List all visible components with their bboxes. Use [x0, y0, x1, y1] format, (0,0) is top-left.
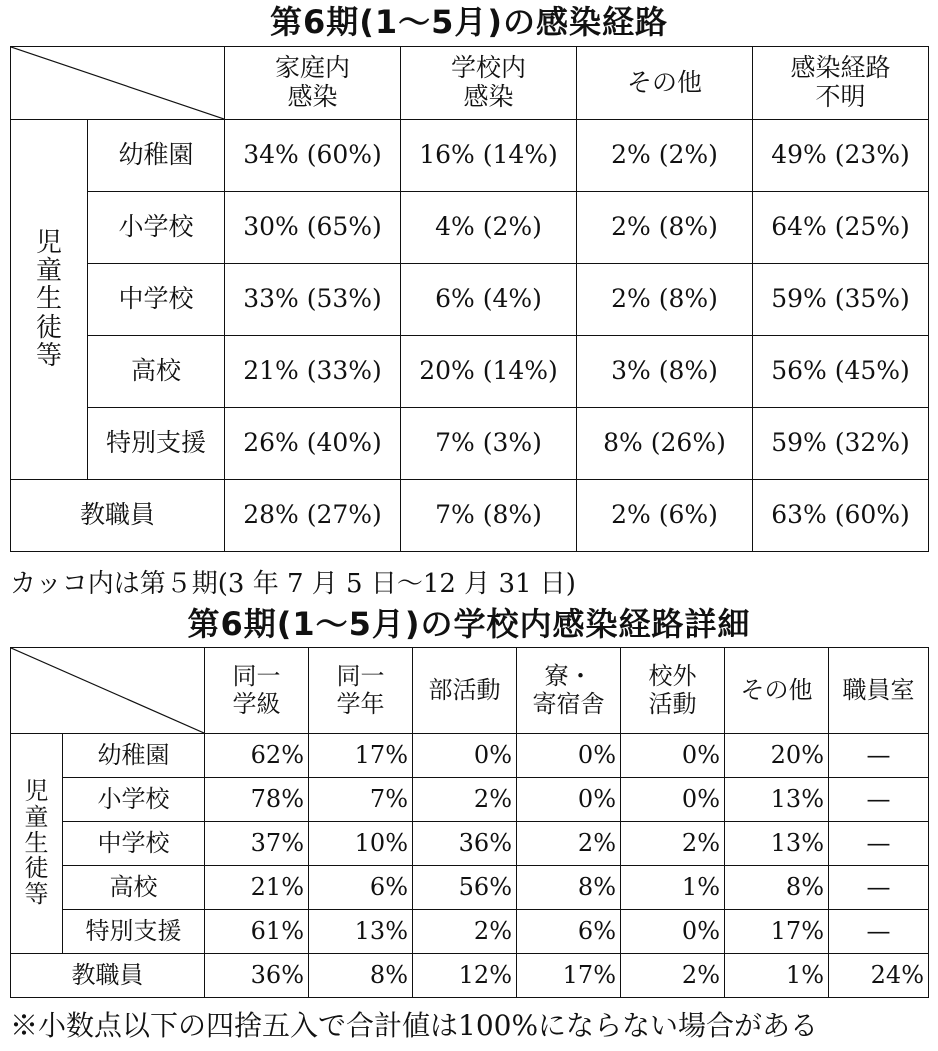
table-cell: — [829, 778, 929, 822]
table-cell: 78% [205, 778, 309, 822]
table-cell: — [829, 866, 929, 910]
table-cell: 2% [413, 778, 517, 822]
table-cell: 2% [517, 822, 621, 866]
table-cell: 13% [725, 778, 829, 822]
row-label: 小学校 [63, 778, 205, 822]
school-infection-detail-table [10, 647, 929, 998]
column-header [517, 648, 621, 734]
table-row [11, 264, 929, 336]
column-header-line: その他 [740, 675, 813, 704]
column-header [401, 47, 577, 120]
column-header-line: 活動 [648, 689, 697, 718]
group-label: 児 童 生 徒 等 [11, 734, 63, 954]
column-header [309, 648, 413, 734]
table-cell: 28% (27%) [225, 480, 401, 552]
table-cell: 2% (8%) [577, 264, 753, 336]
column-header [205, 648, 309, 734]
table-cell: 0% [517, 778, 621, 822]
table-cell: 24% [829, 954, 929, 998]
table-cell: 7% [309, 778, 413, 822]
table-cell: 62% [205, 734, 309, 778]
column-header-line: 学校内 [450, 53, 526, 83]
column-header-line: その他 [626, 67, 702, 97]
table-cell: 2% [621, 822, 725, 866]
table-cell: 26% (40%) [225, 408, 401, 480]
table-row [11, 336, 929, 408]
column-header [829, 648, 929, 734]
column-header-line: 感染経路 [790, 53, 891, 83]
row-label: 特別支援 [63, 910, 205, 954]
table-row [11, 192, 929, 264]
table-cell: 63% (60%) [753, 480, 929, 552]
row-label: 教職員 [11, 954, 205, 998]
table-cell: 10% [309, 822, 413, 866]
column-header [225, 47, 401, 120]
column-header-line: 部活動 [428, 675, 501, 704]
table1-title: 第6期(1〜5月)の感染経路 [269, 3, 669, 41]
column-header-line: 感染 [287, 82, 338, 111]
column-header-line: 職員室 [842, 675, 915, 704]
table-cell: 56% (45%) [753, 336, 929, 408]
table-cell: 6% [517, 910, 621, 954]
table-cell: 2% [621, 954, 725, 998]
row-label: 幼稚園 [63, 734, 205, 778]
table-cell: 17% [725, 910, 829, 954]
table-cell: 1% [621, 866, 725, 910]
diagonal-header-cell [11, 47, 225, 120]
table-cell: 17% [309, 734, 413, 778]
table-cell: 30% (65%) [225, 192, 401, 264]
table-cell: 33% (53%) [225, 264, 401, 336]
group-label: 児 童 生 徒 等 [11, 120, 88, 480]
column-header [753, 47, 929, 120]
table-cell: 13% [309, 910, 413, 954]
row-label: 高校 [63, 866, 205, 910]
row-label: 中学校 [88, 264, 225, 336]
row-label: 教職員 [11, 480, 225, 552]
table-cell: 20% (14%) [401, 336, 577, 408]
column-header-line: 感染 [463, 82, 514, 111]
staff-row [11, 954, 929, 998]
column-header-line: 家庭内 [274, 53, 350, 83]
header-row [11, 648, 929, 734]
table-cell: 3% (8%) [577, 336, 753, 408]
table-cell: 7% (8%) [401, 480, 577, 552]
column-header [621, 648, 725, 734]
table-cell: 2% (8%) [577, 192, 753, 264]
table-cell: 2% (2%) [577, 120, 753, 192]
table-cell: — [829, 910, 929, 954]
column-header-line: 寮・ [544, 661, 593, 690]
row-label: 幼稚園 [88, 120, 225, 192]
table-cell: — [829, 822, 929, 866]
column-header-line: 同一 [336, 661, 385, 690]
diagonal-header-cell [11, 648, 205, 734]
table-cell: 61% [205, 910, 309, 954]
header-row [11, 47, 929, 120]
table-row [11, 910, 929, 954]
table-row [11, 866, 929, 910]
table-row [11, 120, 929, 192]
table-cell: 64% (25%) [753, 192, 929, 264]
table-cell: 6% (4%) [401, 264, 577, 336]
row-label: 小学校 [88, 192, 225, 264]
column-header-line: 学年 [336, 689, 385, 718]
table-cell: 8% [725, 866, 829, 910]
table2-note: ※小数点以下の四捨五入で合計値は100%にならない場合がある [10, 1009, 819, 1042]
table-cell: 6% [309, 866, 413, 910]
table-row [11, 778, 929, 822]
column-header-line: 学級 [232, 689, 281, 718]
table-cell: 37% [205, 822, 309, 866]
table-cell: 16% (14%) [401, 120, 577, 192]
table2-title: 第6期(1〜5月)の学校内感染経路詳細 [187, 605, 751, 643]
column-header [577, 47, 753, 120]
table-cell: 36% [413, 822, 517, 866]
table-cell: 12% [413, 954, 517, 998]
column-header [413, 648, 517, 734]
staff-row [11, 480, 929, 552]
table-cell: 8% (26%) [577, 408, 753, 480]
table-cell: 21% [205, 866, 309, 910]
table1-note: カッコ内は第５期(3 年 7 月 5 日〜12 月 31 日) [10, 569, 576, 599]
table-row [11, 408, 929, 480]
table-cell: — [829, 734, 929, 778]
column-header [725, 648, 829, 734]
row-label: 特別支援 [88, 408, 225, 480]
table-cell: 0% [621, 778, 725, 822]
table-cell: 1% [725, 954, 829, 998]
column-header-line: 寄宿舎 [532, 689, 605, 718]
table-cell: 0% [517, 734, 621, 778]
table-cell: 36% [205, 954, 309, 998]
table-row [11, 822, 929, 866]
table-cell: 34% (60%) [225, 120, 401, 192]
table-cell: 2% [413, 910, 517, 954]
table-cell: 4% (2%) [401, 192, 577, 264]
table-cell: 20% [725, 734, 829, 778]
table-cell: 8% [309, 954, 413, 998]
table-cell: 49% (23%) [753, 120, 929, 192]
infection-route-table [10, 46, 929, 552]
column-header-line: 不明 [815, 82, 866, 111]
table-cell: 8% [517, 866, 621, 910]
column-header-line: 校外 [648, 661, 697, 690]
table-cell: 59% (32%) [753, 408, 929, 480]
table-row [11, 734, 929, 778]
table-cell: 13% [725, 822, 829, 866]
column-header-line: 同一 [232, 661, 281, 690]
table-cell: 2% (6%) [577, 480, 753, 552]
table-cell: 0% [621, 910, 725, 954]
row-label: 高校 [88, 336, 225, 408]
table-cell: 21% (33%) [225, 336, 401, 408]
table-cell: 17% [517, 954, 621, 998]
table-cell: 0% [621, 734, 725, 778]
row-label: 中学校 [63, 822, 205, 866]
table-cell: 56% [413, 866, 517, 910]
table-cell: 0% [413, 734, 517, 778]
table-cell: 7% (3%) [401, 408, 577, 480]
table-cell: 59% (35%) [753, 264, 929, 336]
